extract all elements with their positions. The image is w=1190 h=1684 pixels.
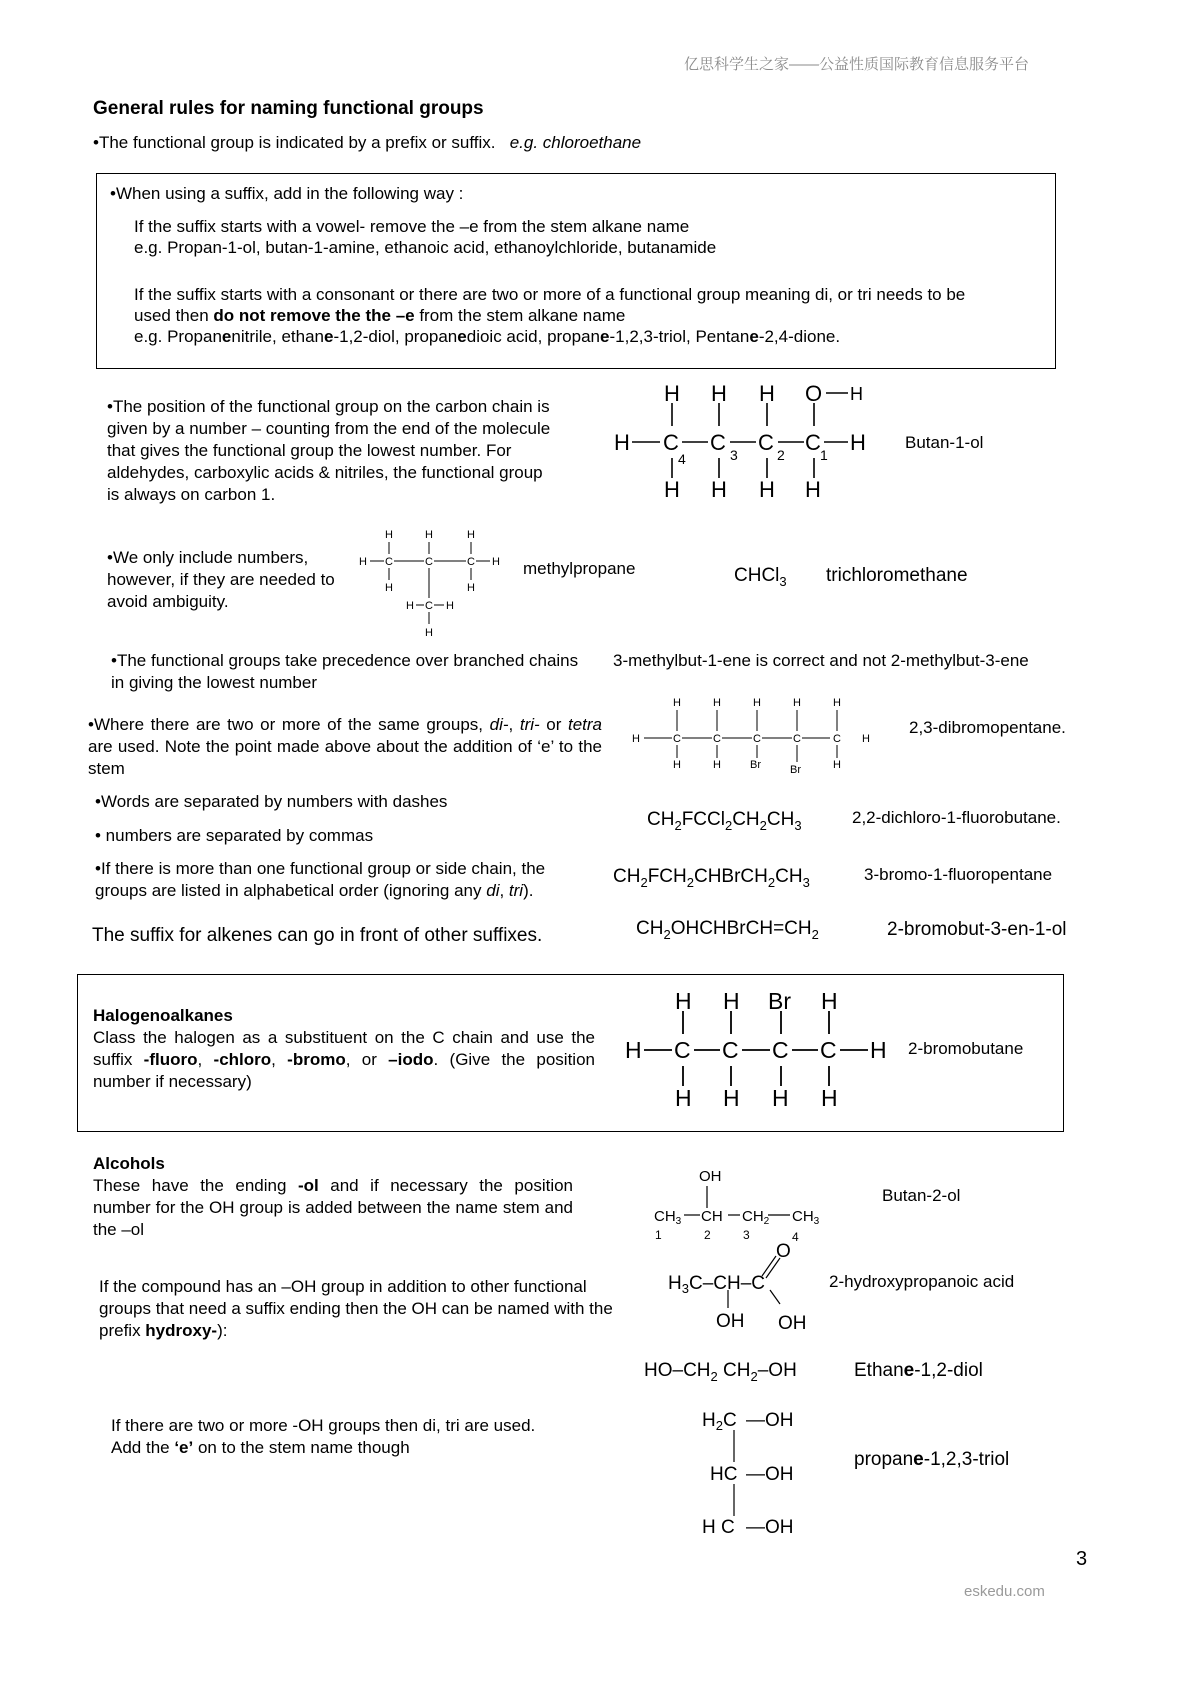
alkenes-name: 2-bromobut-3-en-1-ol xyxy=(887,919,1067,940)
atom-h: H xyxy=(850,430,866,455)
atom-h: H xyxy=(664,381,680,406)
fs: 2 xyxy=(663,926,671,942)
atom-h: H xyxy=(870,1037,887,1063)
multi-tri: tri- xyxy=(519,715,540,734)
atom-h: H xyxy=(713,759,721,771)
multi-c: or xyxy=(539,715,568,734)
halogenoalkanes-heading: Halogenoalkanes xyxy=(93,1006,233,1025)
atom-c: C xyxy=(758,430,774,455)
vowel-rule: If the suffix starts with a vowel- remove the –e from the stem alkane name xyxy=(134,217,690,236)
page-title: General rules for naming functional groups xyxy=(93,98,484,119)
atom-br: Br xyxy=(768,988,791,1014)
footer-url: eskedu.com xyxy=(964,1583,1045,1600)
ch2-group: H C xyxy=(702,1517,735,1538)
triol-b: e xyxy=(913,1449,924,1470)
multi-d: are used. Note the point made above about the addition of ‘e’ to the stem xyxy=(88,737,602,778)
consonant-examples xyxy=(134,326,840,348)
atom-h: H xyxy=(772,1085,789,1111)
alpha-a: •If there is more than one functional group or side chain, the groups are listed in alphabetical order (ignoring any xyxy=(95,859,546,900)
dibromopentane-name: 2,3-dibromopentane. xyxy=(909,718,1066,737)
halo-br: -bromo xyxy=(287,1050,346,1069)
ex-1b: e xyxy=(221,327,232,346)
atom-h: H xyxy=(359,556,367,568)
vowel-examples: e.g. Propan-1-ol, butan-1-amine, ethanoic acid, ethanoylchloride, butanamide xyxy=(134,238,717,257)
dibromopentane-structure xyxy=(632,696,872,776)
intro-text: •The functional group is indicated by a prefix or suffix. xyxy=(93,133,496,152)
suffix-lead: •When using a suffix, add in the following way : xyxy=(110,184,464,203)
atom-c: C xyxy=(805,430,821,455)
dashes-text: •Words are separated by numbers with dashes xyxy=(95,792,448,811)
carbon-number: 3 xyxy=(743,1228,750,1242)
atom-o: O xyxy=(805,381,823,406)
consonant-rule-1: If the suffix starts with a consonant or there are two or more of a functional group meaning di, or tri needs to be xyxy=(134,285,966,304)
atom-h: H xyxy=(711,381,727,406)
atom-c: C xyxy=(833,733,841,745)
header-banner: 亿思科学生之家——公益性质国际教育信息服务平台 xyxy=(684,56,1030,73)
atom-h: H xyxy=(425,627,433,639)
atom-c: C xyxy=(674,1037,691,1063)
multi-2c: on to the stem name though xyxy=(193,1438,410,1457)
f: –OH xyxy=(757,1360,797,1381)
atom-c: C xyxy=(425,556,433,568)
diol-c: -1,2-diol xyxy=(914,1360,983,1381)
alpha-sep: , xyxy=(499,881,509,900)
fs: 2 xyxy=(640,874,648,890)
f: CH xyxy=(766,809,795,830)
halo-s2: , xyxy=(271,1050,288,1069)
alphabetical-name: 3-bromo-1-fluoropentane xyxy=(864,865,1053,884)
ch2-group: $H_2C$ xyxy=(702,1410,737,1433)
chcl3-sub: 3 xyxy=(779,573,787,589)
dashes-name: 2,2-dichloro-1-fluorobutane. xyxy=(852,808,1061,827)
atom-h: H xyxy=(805,477,821,502)
f: FCH xyxy=(647,866,687,887)
atom-c: C xyxy=(793,733,801,745)
atom-h: H xyxy=(664,477,680,502)
atom-h: H xyxy=(625,1037,642,1063)
page-number: 3 xyxy=(1076,1548,1088,1570)
carbon-number: 3 xyxy=(730,447,738,463)
ethanediol-name xyxy=(854,1360,983,1382)
f: HO–CH xyxy=(644,1360,711,1381)
atom-h: H xyxy=(385,582,393,594)
ex-4c: -1,2,3-triol, Pentan xyxy=(609,327,750,346)
fs: 2 xyxy=(811,926,819,942)
oh-group: OH xyxy=(778,1313,807,1334)
carbonyl-o: O xyxy=(776,1241,791,1262)
f: CH xyxy=(732,809,760,830)
trichloromethane-name: trichloromethane xyxy=(826,565,968,586)
atom-h: H xyxy=(467,582,475,594)
diol-a: Ethan xyxy=(854,1360,904,1381)
chcl3-a: CHCl xyxy=(734,565,780,586)
bromobutane-name: 2-bromobutane xyxy=(908,1039,1024,1058)
alc-a: These have the ending xyxy=(93,1176,298,1195)
fs: 2 xyxy=(759,817,767,833)
multi-a: •Where there are two or more of the same groups, xyxy=(88,715,490,734)
fs: 2 xyxy=(686,874,694,890)
atom-h: H xyxy=(713,697,721,709)
bromobutane-structure xyxy=(624,988,894,1110)
ex-3c: dioic acid, propan xyxy=(466,327,601,346)
atom-br: Br xyxy=(790,764,801,776)
oh-group: —OH xyxy=(746,1410,794,1431)
atom-h: H xyxy=(673,759,681,771)
alpha-end: ). xyxy=(523,881,534,900)
ch2-group: $CH_2$ xyxy=(742,1208,770,1227)
chcl3-formula xyxy=(734,565,787,589)
ch3-group: $CH_3$ xyxy=(654,1208,682,1227)
atom-h: H xyxy=(406,600,414,612)
fs: 2 xyxy=(767,874,776,890)
alkenes-text: The suffix for alkenes can go in front of other suffixes. xyxy=(92,925,543,946)
atom-c: C xyxy=(753,733,761,745)
f: CH xyxy=(636,918,664,939)
fs: 3 xyxy=(802,874,810,890)
consonant-rule-2c: from the stem alkane name xyxy=(414,306,626,325)
atom-h: H xyxy=(675,1085,692,1111)
halo-s1: , xyxy=(197,1050,214,1069)
position-rule-text: •The position of the functional group on the carbon chain is given by a number – counting from the end of the molecule that gives the functional group the lowest number. For aldehydes, carboxylic acids & nitriles, the functional group is always on carbon 1. xyxy=(107,397,551,504)
atom-h: H xyxy=(675,988,692,1014)
f: FCCl xyxy=(681,809,725,830)
f: CH xyxy=(717,1360,751,1381)
hydroxy-text xyxy=(99,1276,619,1342)
atom-h: H xyxy=(862,733,870,745)
atom-h: H xyxy=(833,697,841,709)
atom-h: H xyxy=(673,697,681,709)
atom-c: C xyxy=(385,556,393,568)
f: OHCHBrCH=CH xyxy=(670,918,812,939)
carbon-number: 4 xyxy=(678,451,686,467)
atom-h: H xyxy=(821,1085,838,1111)
ex-prefix: e.g. Propan xyxy=(134,327,222,346)
atom-c: C xyxy=(425,600,433,612)
consonant-rule-2a: used then xyxy=(134,306,214,325)
atom-h: H xyxy=(759,381,775,406)
carbon-number: 2 xyxy=(777,447,785,463)
fs: 2 xyxy=(710,1368,718,1384)
alc-b: and if necessary the position number for the OH group is added between the name stem and the –ol xyxy=(93,1176,574,1239)
intro-example: e.g. chloroethane xyxy=(509,133,642,152)
lactic-acid-structure xyxy=(664,1241,824,1340)
atom-h: H xyxy=(753,697,761,709)
atom-c: C xyxy=(467,556,475,568)
butan-2-ol-structure xyxy=(650,1164,830,1244)
fs: 2 xyxy=(724,817,733,833)
halo-a: Class the halogen as a substituent on the C chain and use the suffix xyxy=(93,1028,595,1069)
multi-tetra: tetra xyxy=(567,715,602,734)
atom-h: H xyxy=(425,529,433,541)
multi-oh-text-1: If there are two or more -OH groups then di, tri are used. xyxy=(111,1416,536,1435)
propanetriol-name xyxy=(854,1449,1009,1471)
ex-2c: -1,2-diol, propan xyxy=(333,327,458,346)
atom-h: H xyxy=(492,556,500,568)
butan-2-ol-name: Butan-2-ol xyxy=(882,1186,961,1205)
ch-group: HC xyxy=(710,1464,738,1485)
atom-h: H xyxy=(833,759,841,771)
butan-1-ol-structure xyxy=(612,380,872,500)
halo-s3: , or xyxy=(345,1050,389,1069)
atom-h: H xyxy=(385,529,393,541)
consonant-rule-2b: do not remove the the –e xyxy=(213,306,415,325)
fs: 2 xyxy=(674,817,682,833)
methylpropane-structure xyxy=(356,526,512,640)
alpha-di: di xyxy=(486,881,500,900)
numbers-rule-text: •We only include numbers, however, if they are needed to avoid ambiguity. xyxy=(107,548,335,611)
halo-i: –iodo xyxy=(388,1050,434,1069)
atom-h: H xyxy=(821,988,838,1014)
alphabetical-text xyxy=(95,858,595,902)
oh-group: OH xyxy=(699,1168,722,1185)
lactic-acid-name: 2-hydroxypropanoic acid xyxy=(829,1272,1015,1291)
ch3-group: $CH_3$ xyxy=(792,1208,820,1227)
halo-f: -fluoro xyxy=(143,1050,198,1069)
halo-b: . (Give the position number if necessary) xyxy=(93,1050,595,1091)
ex-3b: e xyxy=(457,327,467,346)
alkenes-formula xyxy=(636,918,819,942)
alc-ol: -ol xyxy=(297,1176,319,1195)
atom-h: H xyxy=(446,600,454,612)
butan-1-ol-name: Butan-1-ol xyxy=(905,433,984,452)
atom-br: Br xyxy=(750,759,761,771)
fs: 2 xyxy=(750,1368,758,1384)
alphabetical-formula xyxy=(613,866,810,890)
dashes-formula xyxy=(647,809,802,833)
multi-2b: ‘e’ xyxy=(174,1438,194,1457)
atom-c: C xyxy=(772,1037,789,1063)
atom-h: H xyxy=(723,988,740,1014)
atom-c: C xyxy=(820,1037,837,1063)
atom-h: H xyxy=(632,733,640,745)
ch-group: CH xyxy=(701,1208,723,1225)
carbon-number: 4 xyxy=(792,1230,799,1244)
atom-c: C xyxy=(722,1037,739,1063)
ex-5c: -2,4-dione. xyxy=(758,327,841,346)
halo-cl: -chloro xyxy=(213,1050,272,1069)
precedence-text: •The functional groups take precedence over branched chains in giving the lowest number xyxy=(111,651,579,692)
multi-di: di- xyxy=(489,715,509,734)
carbon-number: 2 xyxy=(704,1228,711,1242)
methylpropane-name: methylpropane xyxy=(523,559,636,578)
atom-h: H xyxy=(793,697,801,709)
multi-oh-text-2 xyxy=(111,1437,410,1459)
oh-group: OH xyxy=(716,1311,745,1332)
alpha-tri: tri xyxy=(508,881,524,900)
multi-b: , xyxy=(508,715,520,734)
hydroxy-bold: hydroxy- xyxy=(145,1321,218,1340)
atom-h: H xyxy=(850,384,863,404)
halogenoalkanes-text xyxy=(93,1027,595,1093)
ethanediol-formula xyxy=(644,1360,797,1384)
f: CH xyxy=(647,809,675,830)
fs: 3 xyxy=(794,817,802,833)
triol-a: propan xyxy=(854,1449,914,1470)
atom-c: C xyxy=(713,733,721,745)
multiple-groups-text xyxy=(88,714,602,780)
atom-h: H xyxy=(759,477,775,502)
atom-c: C xyxy=(663,430,679,455)
ex-1c: nitrile, ethan xyxy=(231,327,324,346)
atom-h: H xyxy=(711,477,727,502)
multi-2a: Add the xyxy=(111,1438,175,1457)
ex-2b: e xyxy=(324,327,334,346)
oh-group: —OH xyxy=(746,1517,794,1538)
ex-4b: e xyxy=(600,327,610,346)
intro-line xyxy=(93,132,641,154)
f: CH xyxy=(613,866,641,887)
alcohols-heading: Alcohols xyxy=(93,1154,165,1173)
alcohols-text xyxy=(93,1175,573,1241)
atom-c: C xyxy=(673,733,681,745)
commas-text: • numbers are separated by commas xyxy=(95,826,374,845)
atom-h: H xyxy=(614,430,630,455)
hydroxy-a: If the compound has an –OH group in addition to other functional groups that need a suffix ending then the OH can be named with the prefix xyxy=(99,1277,613,1340)
ex-5b: e xyxy=(749,327,759,346)
atom-h: H xyxy=(467,529,475,541)
f: CHBrCH xyxy=(693,866,768,887)
carbon-number: 1 xyxy=(820,447,828,463)
atom-c: C xyxy=(710,430,726,455)
hydroxy-end: ): xyxy=(217,1321,228,1340)
diol-b: e xyxy=(903,1360,915,1381)
consonant-rule-2 xyxy=(134,305,625,327)
oh-group: —OH xyxy=(746,1464,794,1485)
glycerol-structure xyxy=(698,1400,818,1540)
precedence-note: 3-methylbut-1-ene is correct and not 2-methylbut-3-ene xyxy=(613,651,1029,670)
triol-c: -1,2,3-triol xyxy=(923,1449,1010,1470)
f: CH xyxy=(775,866,803,887)
lactic-backbone: $H_3C-CH-C$ xyxy=(668,1273,765,1296)
carbon-number: 1 xyxy=(655,1228,662,1242)
atom-h: H xyxy=(723,1085,740,1111)
